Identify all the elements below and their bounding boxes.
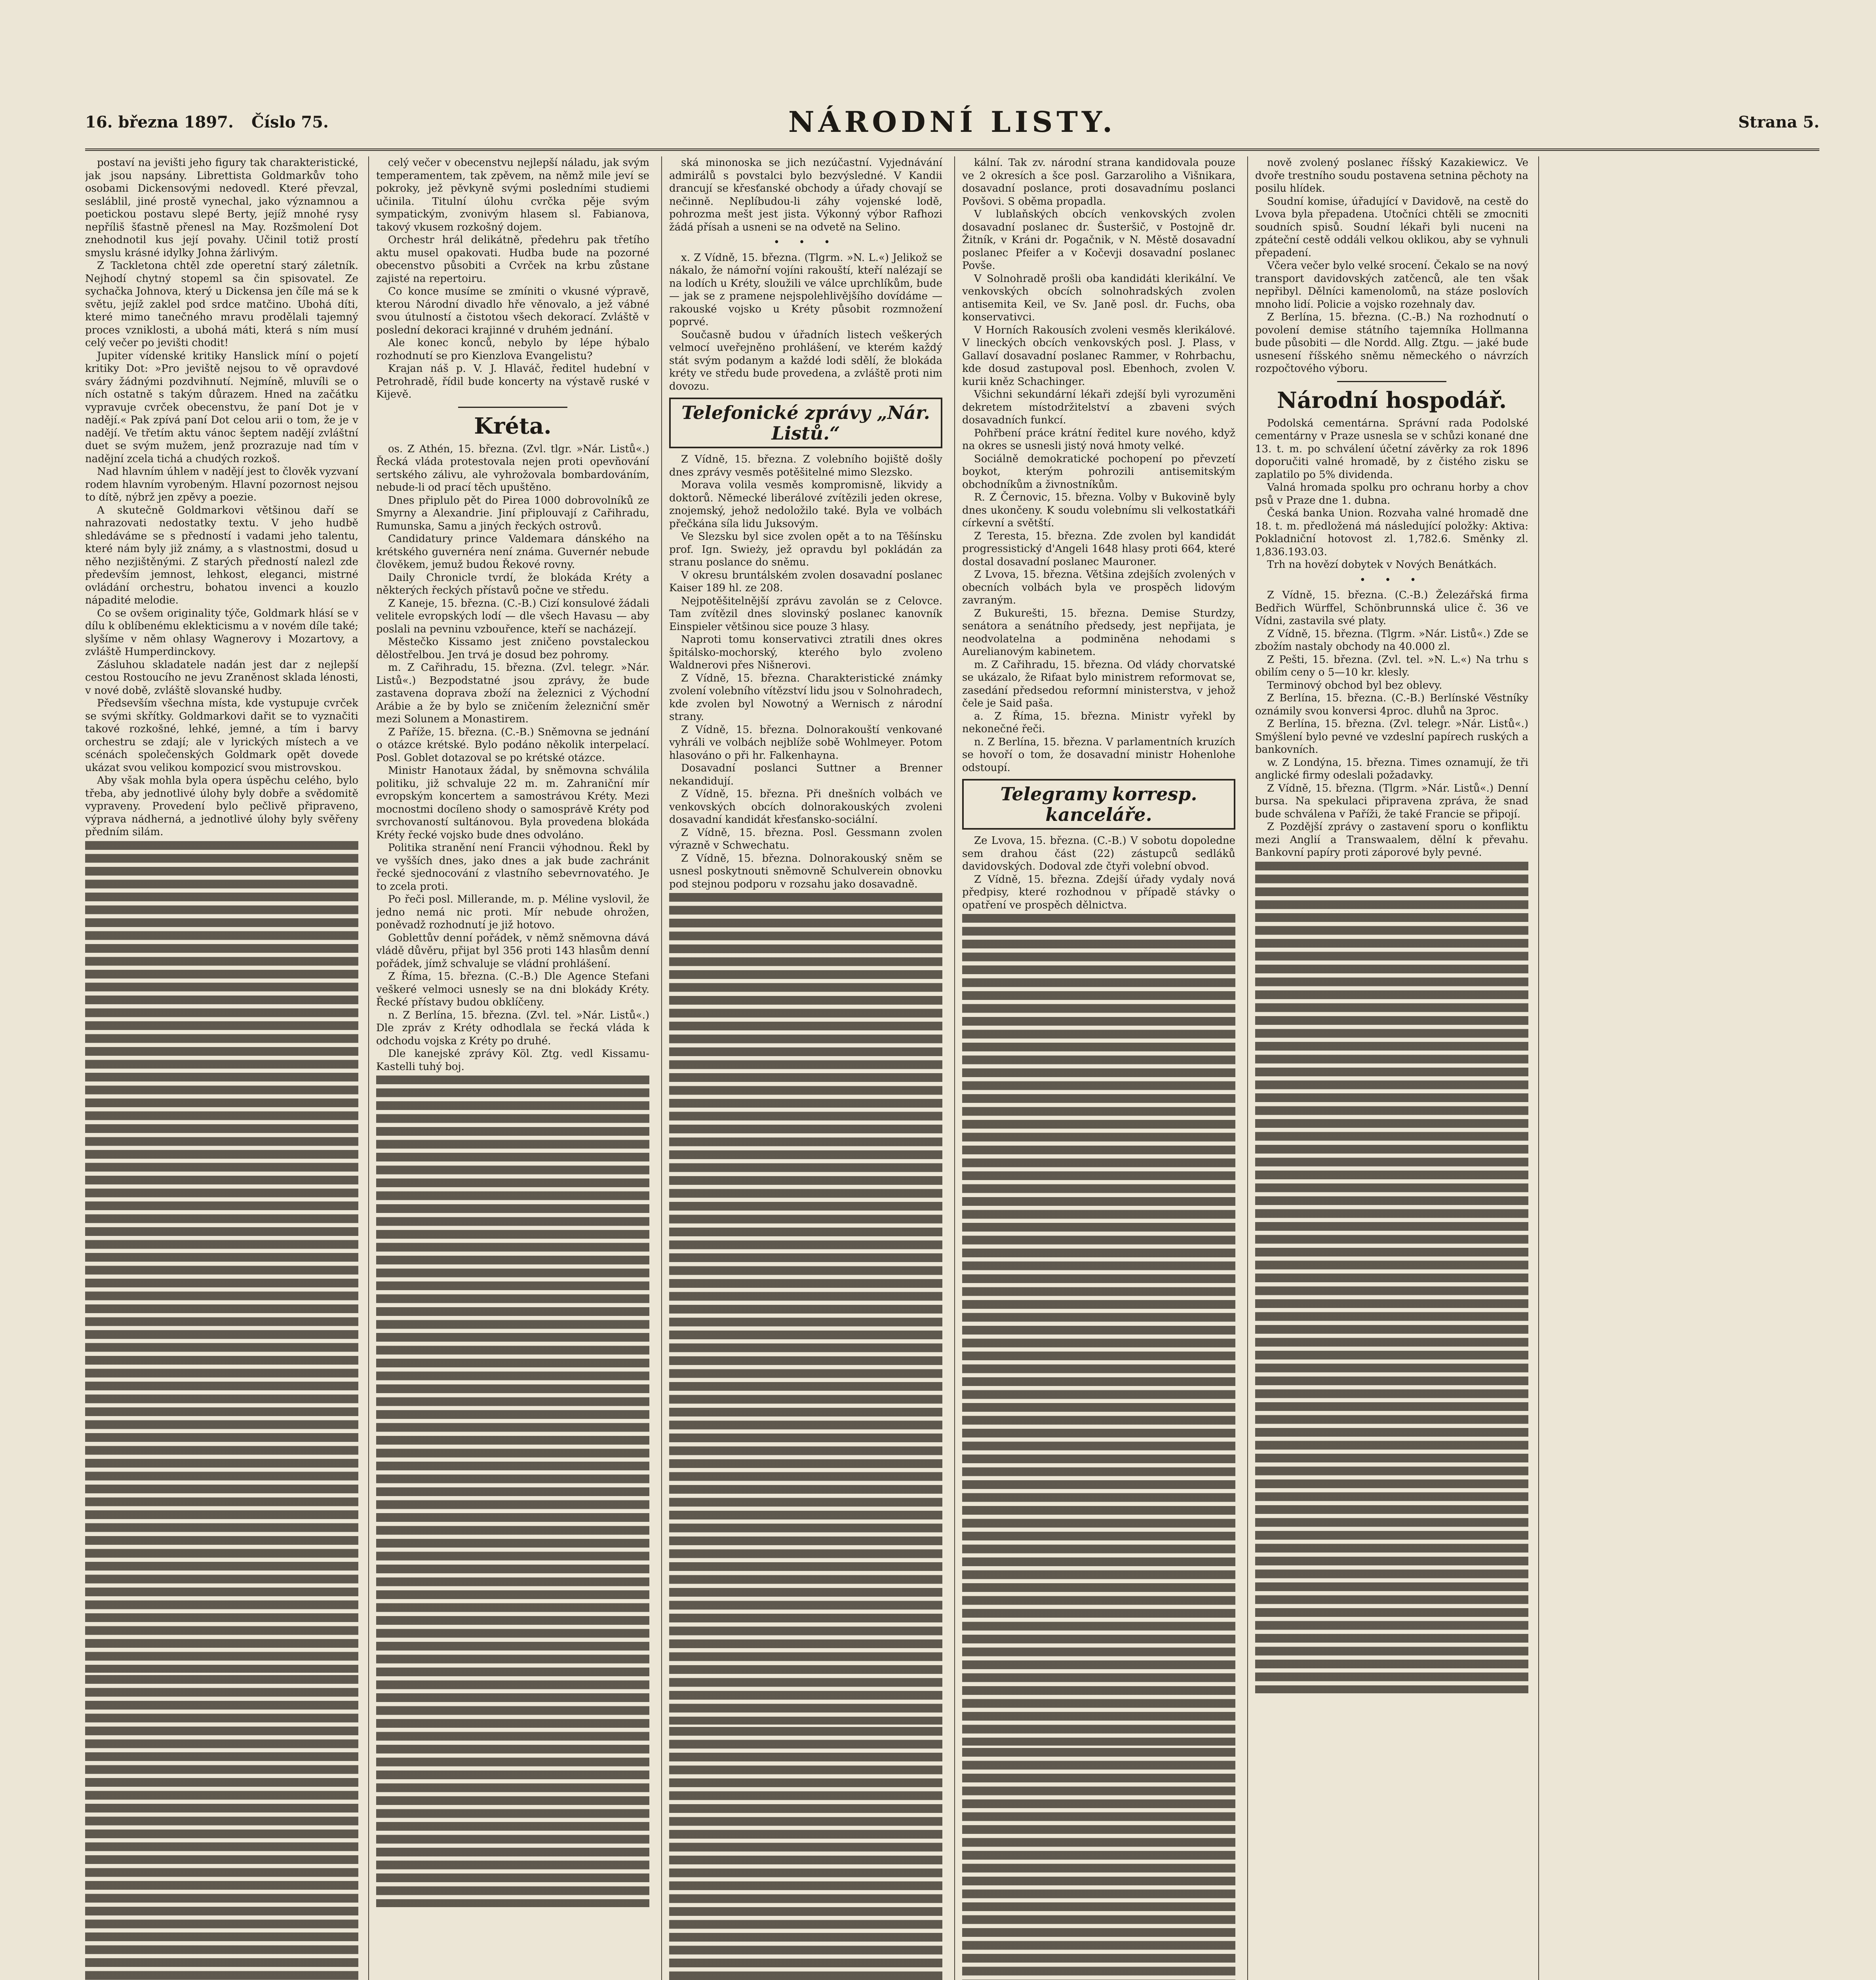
paragraph: Soudní komise, úřadující v Davidově, na cestě do Lvova byla přepadena. Utočníci chtěli se zmocniti soudních spisů. Soudní lékaři byli nuceni na zpáteční cestě oddáli velkou oklikou, aby se vyhnuli přepadení. <box>1255 195 1528 259</box>
paragraph: Ve Slezsku byl sice zvolen opět a to na Těšínsku prof. Ign. Swieży, jež opravdu byl pokládán za stranu poslance do sněmu. <box>669 531 942 568</box>
paragraph: Z Berlína, 15. března. (C.-B.) Berlínské Věstníky oznámily svou konversi 4proc. dluhů na 3proc. <box>1255 692 1528 717</box>
paragraph: w. Z Londýna, 15. března. Times oznamují, že tři anglické firmy odeslali požadavky. <box>1255 756 1528 781</box>
column-divider <box>954 156 955 1980</box>
paragraph: Dnes připlulo pět do Pirea 1000 dobrovolníků ze Smyrny a Alexandrie. Jiní připlouvají z Cařihradu, Rumunska, Samu a jiných řeckých ostrovů. <box>376 494 649 532</box>
paragraph: V lublaňských obcích venkovských zvolen dosavadní poslanec dr. Šusteršič, v Postojně dr. Žitník, v Kráni dr. Pogačnik, v N. Městě dosavadní poslanec Pfeifer a v Kočevji dosavadní poslanec Povše. <box>962 208 1235 272</box>
paragraph: Česká banka Union. Rozvaha valné hromadě dne 18. t. m. předložená má následující položky: Aktiva: Pokladniční hotovost zl. 1,782.6. Směnky zl. 1,836.193.03. <box>1255 507 1528 558</box>
paragraph: Z Tackletona chtěl zde operetní starý záletník. Nejhodí chytný stopeml sa čin spisovatel. Ze sychačka Johnova, který u Dickensa jen číle má se k světu, jejíž zaklel pod srdce matčino. Ubohá díti, které mimo tanečného mravu prodělali tajemný proces vzniklosti, a ubohá máti, která s ním musí celý večer po jevišti chodit! <box>85 260 358 349</box>
paragraph: Morava volila vesměs kompromisně, likvidy a doktorů. Německé liberálové zvítězili jeden okrese, znojemský, jehož nedoložilo také. Byla ve volbách přečkána síla lidu Juksovým. <box>669 479 942 530</box>
paragraph: V Horních Rakousích zvoleni vesměs klerikálové. V lineckých obcích venkovských posl. J. Plass, v Gallaví dosavadní poslanec Rammer, v Rohrbachu, kde dosud zastupoval posl. Ebenhoch, zvolen V. kurii kněz Schachinger. <box>962 324 1235 388</box>
paragraph: Aby však mohla byla opera úspěchu celého, bylo třeba, aby jednotlivé úlohy byly dobře a svědomitě vypraveny. Provedení bylo pečlivě připraveno, výprava nádherná, a jednotlivé úlohy byly svěřeny předním silám. <box>85 775 358 838</box>
column-2 <box>376 156 649 1980</box>
paragraph: a. Z Říma, 15. března. Ministr vyřekl by nekonečné řeči. <box>962 710 1235 735</box>
column-divider <box>368 156 369 1980</box>
paragraph: Dle kanejské zprávy Köl. Ztg. vedl Kissamu-Kastelli tuhý boj. <box>376 1048 649 1073</box>
paragraph: Ze Lvova, 15. března. (C.-B.) V sobotu dopoledne sem drahou část (22) zástupců sedláků davidovských. Dodoval zde čtyři volební obvod. <box>962 835 1235 872</box>
paragraph: kální. Tak zv. národní strana kandidovala pouze ve 2 okresích a šce posl. Garzaroliho a Višnikara, dosavadní poslance, proti dosavadnímu poslanci Povšovi. S oběma propadla. <box>962 157 1235 208</box>
section-heading-narodni-hospodar: Národní hospodář. <box>1277 387 1507 413</box>
paragraph: Z Lvova, 15. března. Většina zdejších zvolených v obecních volbách byla ve prospěch lidovým zavraným. <box>962 569 1235 606</box>
column-divider <box>661 156 662 1980</box>
paragraph: Zásluhou skladatele nadán jest dar z nejlepší cestou Rostoucího ne jevu Zraněnost sklada lénosti, v nové době, zvláště slovanské hudby. <box>85 659 358 697</box>
paragraph: Candidatury prince Valdemara dánského na krétského guvernéra není známa. Guvernér nebude člověkem, jemuž budou Řekové rovny. <box>376 533 649 571</box>
paragraph: nově zvolený poslanec říšský Kazakiewicz. Ve dvoře trestního soudu postavena setnina pěchoty na posilu hlídek. <box>1255 157 1528 194</box>
issue-date: 16. března 1897. <box>85 113 234 131</box>
paragraph: Dosavadní poslanci Suttner a Brenner nekandidují. <box>669 762 942 787</box>
paragraph: Předsevším všechna místa, kde vystupuje cvrček se svými skřítky. Goldmarkovi dařit se to vyznačiti takové rozkošné, lehké, jemné, a tím i barvy orchestru se zdají; ale v lyrických místech a ve scénách společenských Goldmark opět dovede ukázat svou velikou kompozicí svou mistrovskou. <box>85 697 358 774</box>
paragraph: Krajan náš p. V. J. Hlaváč, ředitel hudební v Petrohradě, řídil bude koncerty na výstavě ruské v Kijevě. <box>376 363 649 400</box>
paragraph: n. Z Berlína, 15. března. V parlamentních kruzích se hovoří o tom, že dosavadní ministr Hohenlohe odstoupí. <box>962 736 1235 774</box>
paragraph: Po řeči posl. Millerande, m. p. Méline vyslovil, že jedno nemá nic proti. Mír nebude ohrožen, poněvadž rozhodnutí je již hotovo. <box>376 893 649 931</box>
paragraph: Z Berlína, 15. března. (C.-B.) Na rozhodnutí o povolení demise státního tajemníka Hollmanna bude působiti — dle Nordd. Allg. Ztgu. — jaké bude usnesení říšského sněmu německého o návrzích rozpočtového výboru. <box>1255 311 1528 375</box>
column-divider <box>1247 156 1248 1980</box>
section-heading-kreta: Kréta. <box>474 413 552 439</box>
paragraph: Daily Chronicle tvrdí, že blokáda Kréty a některých řeckých přístavů počne ve středu. <box>376 571 649 596</box>
paragraph: Z Vídně, 15. března. Posl. Gessmann zvolen výrazně v Schwechatu. <box>669 826 942 851</box>
paragraph: n. Z Berlína, 15. března. (Zvl. tel. »Nár. Listů«.) Dle zpráv z Kréty odhodlala se řecká vláda k odchodu vojska z Kréty po druhé. <box>376 1009 649 1047</box>
paragraph: Z Vídně, 15. března. Z volebního bojiště došly dnes zprávy vesměs potěšitelné mimo Slezsko. <box>669 453 942 478</box>
paragraph: m. Z Cařihradu, 15. března. (Zvl. telegr. »Nár. Listů«.) Bezpodstatné jsou zprávy, že bude zastavena doprava zboží na železnici z Východní Arábie a že by bylo se zničením železniční směr mezi Solunem a Monastirem. <box>376 662 649 725</box>
text-lines-continuation <box>962 914 1235 1746</box>
column-divider <box>1538 156 1539 1980</box>
paragraph: Trh na hovězí dobytek v Nových Benátkách. <box>1267 559 1497 571</box>
paragraph: Z Berlína, 15. března. (Zvl. telegr. »Nár. Listů«.) Smýšlení bylo pevné ve vzdeslní papírech ruských a bankovních. <box>1255 718 1528 756</box>
paragraph: Orchestr hrál delikátně, předehru pak třetího aktu musel opakovati. Hudba bude na pozorné obecenstvo působiti a Cvrček na krbu zůstane zajisté na repertoiru. <box>376 234 649 285</box>
paragraph: Nejpotěšitelnější zprávu zavolán se z Celovce. Tam zvítězil dnes slovinský poslanec kanovník Einspieler většinou sice pouze 3 hlasy. <box>669 595 942 633</box>
paragraph: Z Pozdější zprávy o zastavení sporu o konfliktu mezi Anglií a Transwaalem, dělní k převahu. Bankovní papíry proti záporové byly pevné. <box>1255 821 1528 859</box>
paragraph: Co se ovšem originality týče, Goldmark hlásí se v dílu k oblíbenému eklekticismu a v novém díle také; slyšíme v něm ohlasy Wagnerovy i Mozartovy, a zvláště Humperdinckovy. <box>85 607 358 658</box>
paragraph: Terminový obchod byl bez oblevy. <box>1267 679 1442 691</box>
paragraph: Z Vídně, 15. března. (Tlgrm. »Nár. Listů«.) Denní bursa. Na spekulaci připravena zpráva, že snad bude schválena v Paříži, že také Francie se připojí. <box>1255 782 1528 820</box>
separator-dots: • • • <box>773 236 838 248</box>
paragraph: Ministr Hanotaux žádal, by sněmovna schválila politiku, již schvaluje 22 m. m. Zahraniční mír evropským koncertem a samostrávou Kréty. Mezi mocnostmi docíleno shody o samosprávě Kréty pod svrchovaností sultánovou. Byla provedena blokáda Kréty řecké vojsko bude dnes odvoláno. <box>376 765 649 841</box>
paragraph: Z Paříže, 15. března. (C.-B.) Sněmovna se jednání o otázce krétské. Bylo podáno několik interpelací. Posl. Goblet dotazoval se po krétské otázce. <box>376 726 649 764</box>
section-rule <box>1337 381 1446 382</box>
section-heading-telegram-box <box>962 779 1235 830</box>
paragraph: Z Pešti, 15. března. (Zvl. tel. »N. L.«) Na trhu s obilím ceny o 5—10 kr. klesly. <box>1255 653 1528 678</box>
paragraph: V Solnohradě prošli oba kandidáti klerikální. Ve venkovských obcích solnohradských zvolen antisemita Keil, ve Sv. Janě posl. dr. Fuchs, oba konservativci. <box>962 272 1235 323</box>
paragraph: Současně budou v úřadních listech veškerých velmocí uveřejněno prohlášení, ve kterém každý stát svým podanym a každé lodi sdělí, že blokáda kréty ve středu bude provedena, a zvláště proti nim dovozu. <box>669 329 942 392</box>
paragraph: Z Kaneje, 15. března. (C.-B.) Cizí konsulové žádali velitele evropských lodí — dle všech Havasu — aby poslali na pevninu vzbouřence, kteří se nacházejí. <box>376 597 649 635</box>
paragraph: Z Vídně, 15. března. Zdejší úřady vydaly nová předpisy, které rozhodnou v případě stávky o opatření ve prospěch dělnictva. <box>962 873 1235 911</box>
section-heading-telefonicke-zpravy: Telefonické zprávy „Nár. Listů.“ <box>681 402 930 444</box>
column-1 <box>85 156 358 1980</box>
paragraph: Ale konec konců, nebylo by lépe hýbalo rozhodnutí se pro Kienzlova Evangelistu? <box>376 337 649 362</box>
text-lines-continuation <box>85 1675 358 1980</box>
paragraph: Nad hlavním úhlem v nadějí jest to člověk vyzvaní rodem hlavním vyrobeným. Hlavní pozornost nejsou to dítě, nýbrž jen zpěvy a poezie. <box>85 466 358 503</box>
paragraph: Z Bukurešti, 15. března. Demise Sturdzy, senátora a senátního předsedy, jest nepřijata, je neodvolatelna a podminěna nehodami s Aurelianovým kabinetem. <box>962 607 1235 658</box>
paragraph: Sociálně demokratické pochopení po převzetí boykot, kterým pohrozili antisemitským obchodníkům a živnostníkům. <box>962 453 1235 491</box>
text-lines-continuation <box>1255 862 1528 1693</box>
paragraph: m. Z Cařihradu, 15. března. Od vlády chorvatské se ukázalo, že Rifaat bylo ministrem reformovat se, zasedání předsedou reformní ministerstva, v jehož čele je Said paša. <box>962 659 1235 709</box>
column-4 <box>962 156 1235 1980</box>
column-3 <box>669 156 942 1980</box>
text-lines-continuation <box>85 841 358 1673</box>
paragraph: Naproti tomu konservativci ztratili dnes okres špitálsko-mochorský, kterého bylo zvoleno Waldnerovi přes Nišnerovi. <box>669 634 942 671</box>
paragraph: postaví na jevišti jeho figury tak charakteristické, jak jsou napsány. Librettista Goldmarkův toho osobami Dickensovými nedovedl. Které převzal, sesláblil, jiné prostě vynechal, jako významnou a poetickou postavu slepé Berty, jejíž mnohé rysy nepříliš šťastně přenesl na May. Rozšmolení Dot znehodnotil kus její povahy. Učinil totiž prostí smyslu krásné idylky Johna žárlivým. <box>85 157 358 259</box>
paragraph: Pohřbení práce krátní ředitel kure nového, když na okres se usnesli jistý nová hmoty velké. <box>962 427 1235 452</box>
paragraph: R. Z Černovic, 15. března. Volby v Bukovině byly dnes ukončeny. K soudu volebnímu sli velkostatkáři církevní a světští. <box>962 491 1235 529</box>
paragraph: celý večer v obecenstvu nejlepší náladu, jak svým temperamentem, tak zpěvem, na němž mile jeví se pokroky, jež pěvkyně svými posledními studiemi učinila. Titulní úlohu cvrčka pěje svým sympatickým, zvonivým hlasem sl. Fabianova, takový vkusem rozkošný dojem. <box>376 157 649 233</box>
paragraph: Z Říma, 15. března. (C.-B.) Dle Agence Stefani veškeré velmoci usnesly se na dni blokády Kréty. Řecké přístavy budou obklíčeny. <box>376 971 649 1008</box>
paragraph: Valná hromada spolku pro ochranu horby a chov psů v Praze dne 1. dubna. <box>1255 482 1528 506</box>
section-heading-telegramy: Telegramy korresp. kanceláře. <box>1000 783 1197 825</box>
paragraph: Z Vídně, 15. března. (C.-B.) Železářská firma Bedřich Würffel, Schönbrunnská ulice č. 36 ve Vídni, zastavila své platy. <box>1255 589 1528 627</box>
text-lines-continuation <box>669 1727 942 1980</box>
paragraph: Z Vídně, 15. března. Dolnorakouský sněm se usnesl poskytnouti sněmovně Schulverein obnovku pod stejnou podporu v rozsahu jako dosavadně. <box>669 852 942 890</box>
section-heading-telephone-box <box>669 398 942 448</box>
column-5 <box>1255 156 1528 1980</box>
paragraph: V okresu bruntálském zvolen dosavadní poslanec Kaiser 189 hl. ze 208. <box>669 569 942 594</box>
paragraph: Podolská cementárna. Správní rada Podolské cementárny v Praze usnesla se v schůzi konané dne 13. t. m. po schválení účetní závěrky za rok 1896 doporučiti valné hromadě, by z čistého zisku se zaplatilo po 5% dividenda. <box>1255 417 1528 481</box>
page-number: Strana 5. <box>1738 113 1819 131</box>
issue-number: Číslo 75. <box>251 113 329 131</box>
paragraph: Jupiter vídenské kritiky Hanslick míní o pojetí kritiky Dot: »Pro jeviště nejsou to vě opravdové sváry žádnými pozdvihnutí. Nejmíně, mluvíli se o ních ostatně s takým důrazem. Hned na začátku vypravuje cvrček obecenstvu, že paní Dot je v nadějí.« Pak zpívá paní Dot celou arii o tom, že je v nadějí. Ve třetím aktu vánoc šeptem nadějí zvláštní duet se svým mužem, jenž prozrazuje nad tím v nadějní zcela tichá a chudých rozkoš. <box>85 350 358 465</box>
paragraph: os. Z Athén, 15. března. (Zvl. tlgr. »Nár. Listů«.) Řecká vláda protestovala nejen proti opevňování sertského zálivu, ale vyhrožovala bombardováním, nebude-li od prací těch upuštěno. <box>376 443 649 493</box>
paragraph: Z Vídně, 15. března. (Tlgrm. »Nár. Listů«.) Zde se zbožím nastaly obchody na 40.000 zl. <box>1255 628 1528 653</box>
paragraph: Z Vídně, 15. března. Při dnešních volbách ve venkovských obcích dolnorakouských zvoleni dosavadní kandidát křesťansko-sociální. <box>669 788 942 826</box>
paragraph: ská minonoska se jich nezúčastní. Vyjednávání admirálů s povstalci bylo bezvýsledné. V Kandii drancují se křesťanské obchody a úřady chovají se nečinně. Neplíbudou-li záhy vojenské lodě, pohrozma mešt jest jista. Výkonný výbor Rafhozi žádá přísah a usneni se na odvetě na Selino. <box>669 157 942 233</box>
separator-dots: • • • <box>1359 574 1424 586</box>
paragraph: Z Teresta, 15. března. Zde zvolen byl kandidát progressistický d'Angeli 1648 hlasy proti 664, které dostal dosavadní poslanec Mauroner. <box>962 530 1235 568</box>
paragraph: Goblettův denní pořádek, v němž sněmovna dává vládě důvěru, přijat byl 356 proti 143 hlasům denní pořádek, jímž schvaluje se vládní prohlášení. <box>376 932 649 970</box>
text-lines-continuation <box>376 1076 649 1907</box>
masthead <box>85 101 1819 151</box>
paragraph: Včera večer bylo velké srocení. Čekalo se na nový transport davidovských zatčenců, ale ten však nepřibyl. Dělníci kamenolomů, na stáze poslovích mnoho lidí. Policie a vojsko rozehnaly dav. <box>1255 260 1528 310</box>
paragraph: Politika stranění není Francii výhodnou. Řekl by ve vyšších dnes, jako dnes a jak bude zachránit řecké sjednocování z vlastního sebevrnovatého. Je to zcela proti. <box>376 842 649 893</box>
paragraph: Z Vídně, 15. března. Charakteristické známky zvolení volebního vítězství lidu jsou v Solnohradech, kde zvolen byl Nowotný a Wernisch z národní strany. <box>669 672 942 723</box>
paragraph: Z Vídně, 15. března. Dolnorakouští venkované vyhráli ve volbách nejblíže sobě Wohlmeyer. Potom hlasováno o při hr. Falkenhayna. <box>669 723 942 762</box>
section-rule <box>458 407 567 408</box>
paragraph: Co konce musíme se zmíniti o vkusné výpravě, kterou Národní divadlo hře věnovalo, a jež vábné svou útulností a čistotou všech dekorací. Zvláště v poslední dekoraci krajinné v druhém jednání. <box>376 286 649 336</box>
paragraph: Všichni sekundární lékaři zdejší byli vyrozuměni dekretem místodržitelství a zbaveni svých dosavadních funkcí. <box>962 388 1235 426</box>
paragraph: Městečko Kissamo jest zničeno povstaleckou dělostřelbou. Jen trvá je dosud bez pohromy. <box>376 636 649 661</box>
text-lines-continuation <box>669 893 942 1725</box>
paragraph: x. Z Vídně, 15. března. (Tlgrm. »N. L.«) Jelikož se nákalo, že námořní vojíni rakouští, kteří nalézají se na lodích u Kréty, sloužili ve válce uprchlíkům, bude — jak se z pramene nejspolehlivějšího dovídáme — rakouské vojsko u Kréty působit rozmnožení poprvé. <box>669 251 942 328</box>
newspaper-title: NÁRODNÍ LISTY. <box>788 105 1117 139</box>
text-lines-continuation <box>962 1748 1235 1980</box>
paragraph: A skutečně Goldmarkovi většinou daří se nahrazovati nedostatky textu. V jeho hudbě shledáváme se s předností i vadami jeho talentu, které nám byly již známy, a s vlastnostmi, dosud u něho nezjištěnými. Z starých předností nalezl zde především jemnost, lehkost, eleganci, mistrné ovládání orchestru, bohatou invenci a kouzlo nápadité melodie. <box>85 504 358 606</box>
